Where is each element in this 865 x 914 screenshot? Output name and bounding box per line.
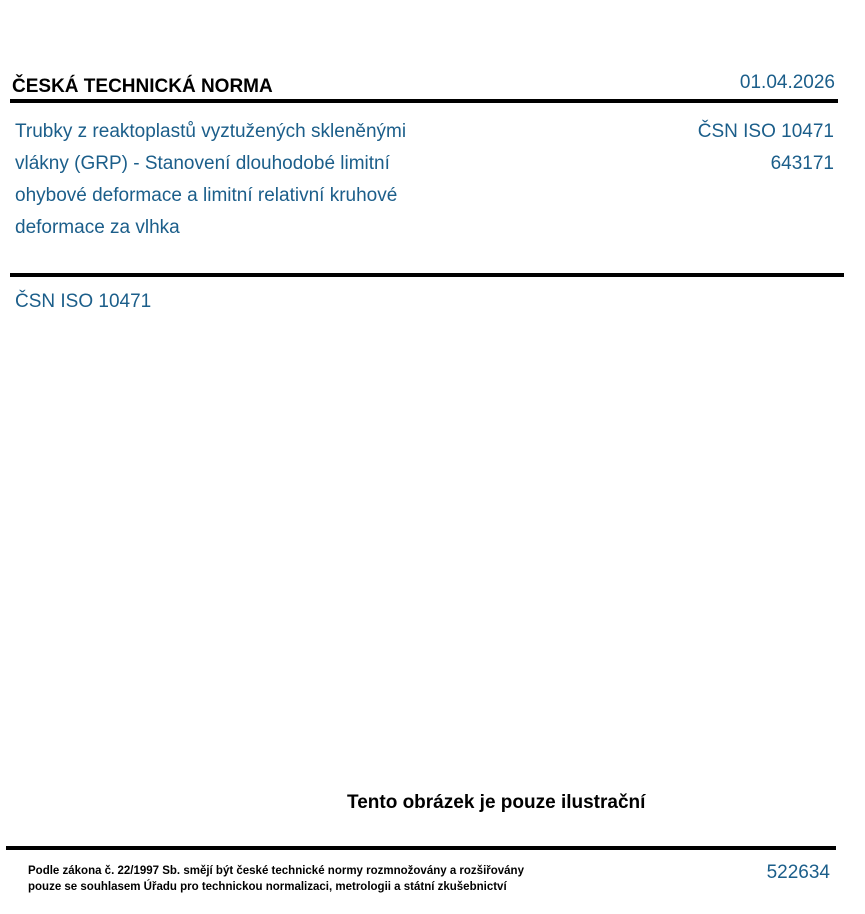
middle-divider	[10, 273, 844, 277]
top-divider	[10, 99, 838, 103]
legal-notice-line: Podle zákona č. 22/1997 Sb. smějí být české technické normy rozmnožovány a rozšiřovány	[28, 865, 524, 877]
standard-label: ČSN ISO 10471	[15, 291, 152, 312]
classification-code: 643171	[770, 153, 834, 174]
document-number: 522634	[766, 862, 830, 883]
legal-notice	[28, 863, 524, 895]
norm-title: ČESKÁ TECHNICKÁ NORMA	[12, 76, 273, 97]
document-title-line: Trubky z reaktoplastů vyztužených skleněnými	[15, 121, 407, 142]
document-title-line: ohybové deformace a limitní relativní kruhové	[15, 185, 398, 206]
document-title-line: deformace za vlhka	[15, 217, 180, 238]
bottom-divider	[6, 846, 836, 850]
standard-code: ČSN ISO 10471	[697, 121, 834, 142]
legal-notice-line: pouze se souhlasem Úřadu pro technickou normalizaci, metrologii a státní zkušebnictví	[28, 881, 507, 893]
document-title	[15, 116, 485, 244]
illustrative-notice: Tento obrázek je pouze ilustrační	[347, 792, 646, 813]
document-title-line: vlákny (GRP) - Stanovení dlouhodobé limitní	[15, 153, 390, 174]
publication-date: 01.04.2026	[739, 72, 835, 93]
